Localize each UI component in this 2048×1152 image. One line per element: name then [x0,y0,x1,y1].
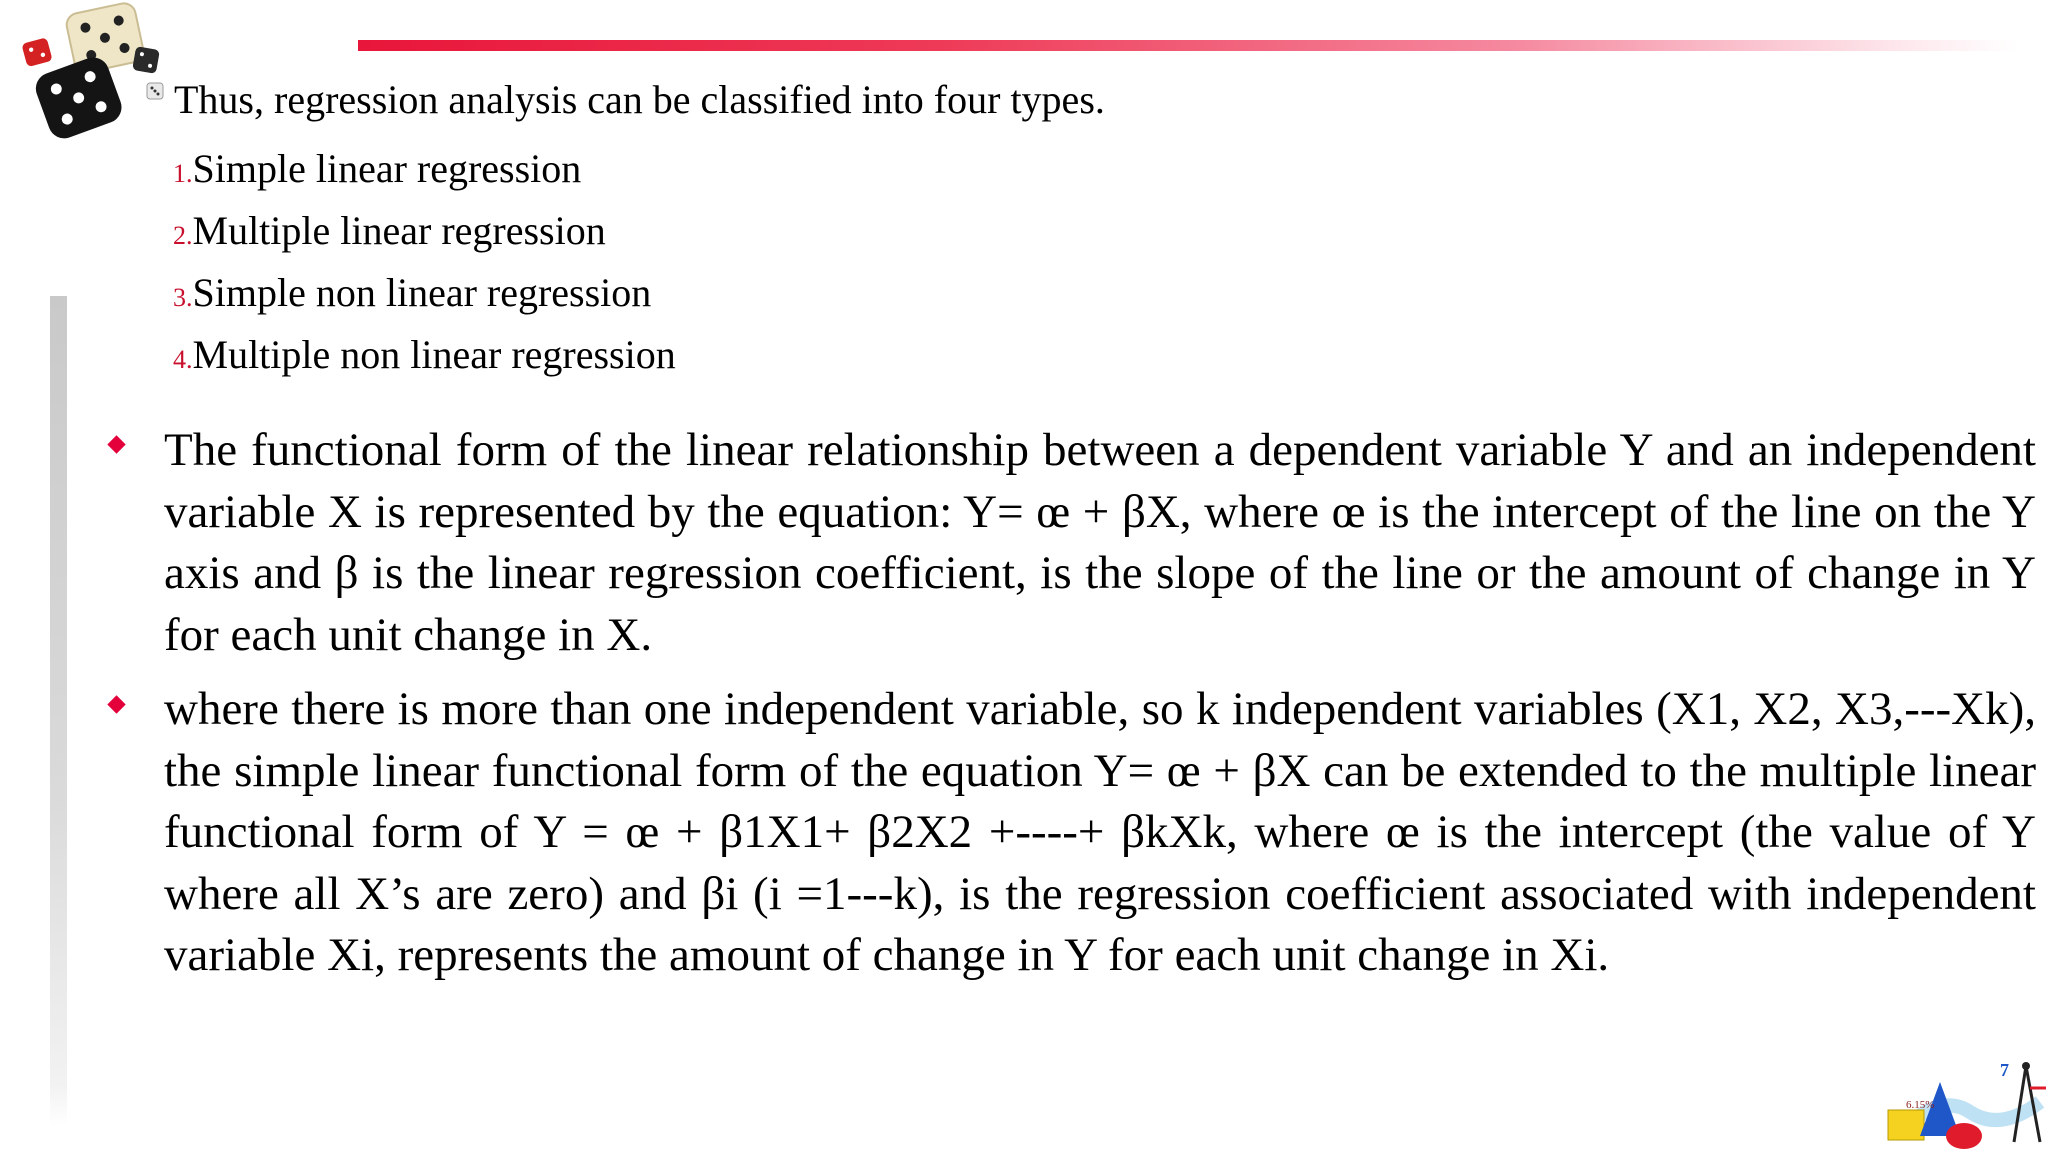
list-item [173,200,676,262]
list-number: 2. [173,221,193,250]
paragraph-linear-form: The functional form of the linear relationship between a dependent variable Y and an independent variable X is represented by the equation: Y= œ + βX, where œ is the intercept of the line on the Y axis and β is the linear regression coefficient, is the slope of the line or the amount of change in Y for each unit change in X. [164,424,2036,661]
header-accent-bar [358,40,2018,51]
regression-types-list [173,138,676,386]
dice-logo-icon [8,0,178,140]
list-number: 4. [173,345,193,374]
corner-percent-label: 6.15% [1906,1099,1935,1111]
diamond-bullet-icon [107,435,125,453]
left-accent-bar [50,296,67,1126]
list-number: 1. [173,159,193,188]
diamond-bullet-icon [107,695,125,713]
bullet-dice-icon [144,80,168,102]
list-item-label: Multiple linear regression [192,208,606,253]
intro-text: Thus, regression analysis can be classified into four types. [174,77,1105,122]
list-number: 3. [173,283,193,312]
corner-number-label: 7 [2000,1060,2009,1080]
list-item-label: Simple non linear regression [192,270,652,315]
list-item-label: Simple linear regression [192,146,582,191]
list-item [173,324,676,386]
list-item-label: Multiple non linear regression [192,332,676,377]
paragraph-multiple-form: where there is more than one independent variable, so k independent variables (X1, X2, X3,---Xk), the simple linear functional form of the equation Y= œ + βX can be extended to the multiple linear functional form of Y = œ + β1X1+ β2X2 +----+ βkXk, where œ is the intercept (the value of Y where all X’s are zero) and βi (i =1---k), is the regression coefficient associated with independent variable Xi, represents the amount of change in Y for each unit change in Xi. [164,683,2036,982]
list-item [173,262,676,324]
list-item [173,138,676,200]
math-decoration-icon [1880,1052,2048,1152]
